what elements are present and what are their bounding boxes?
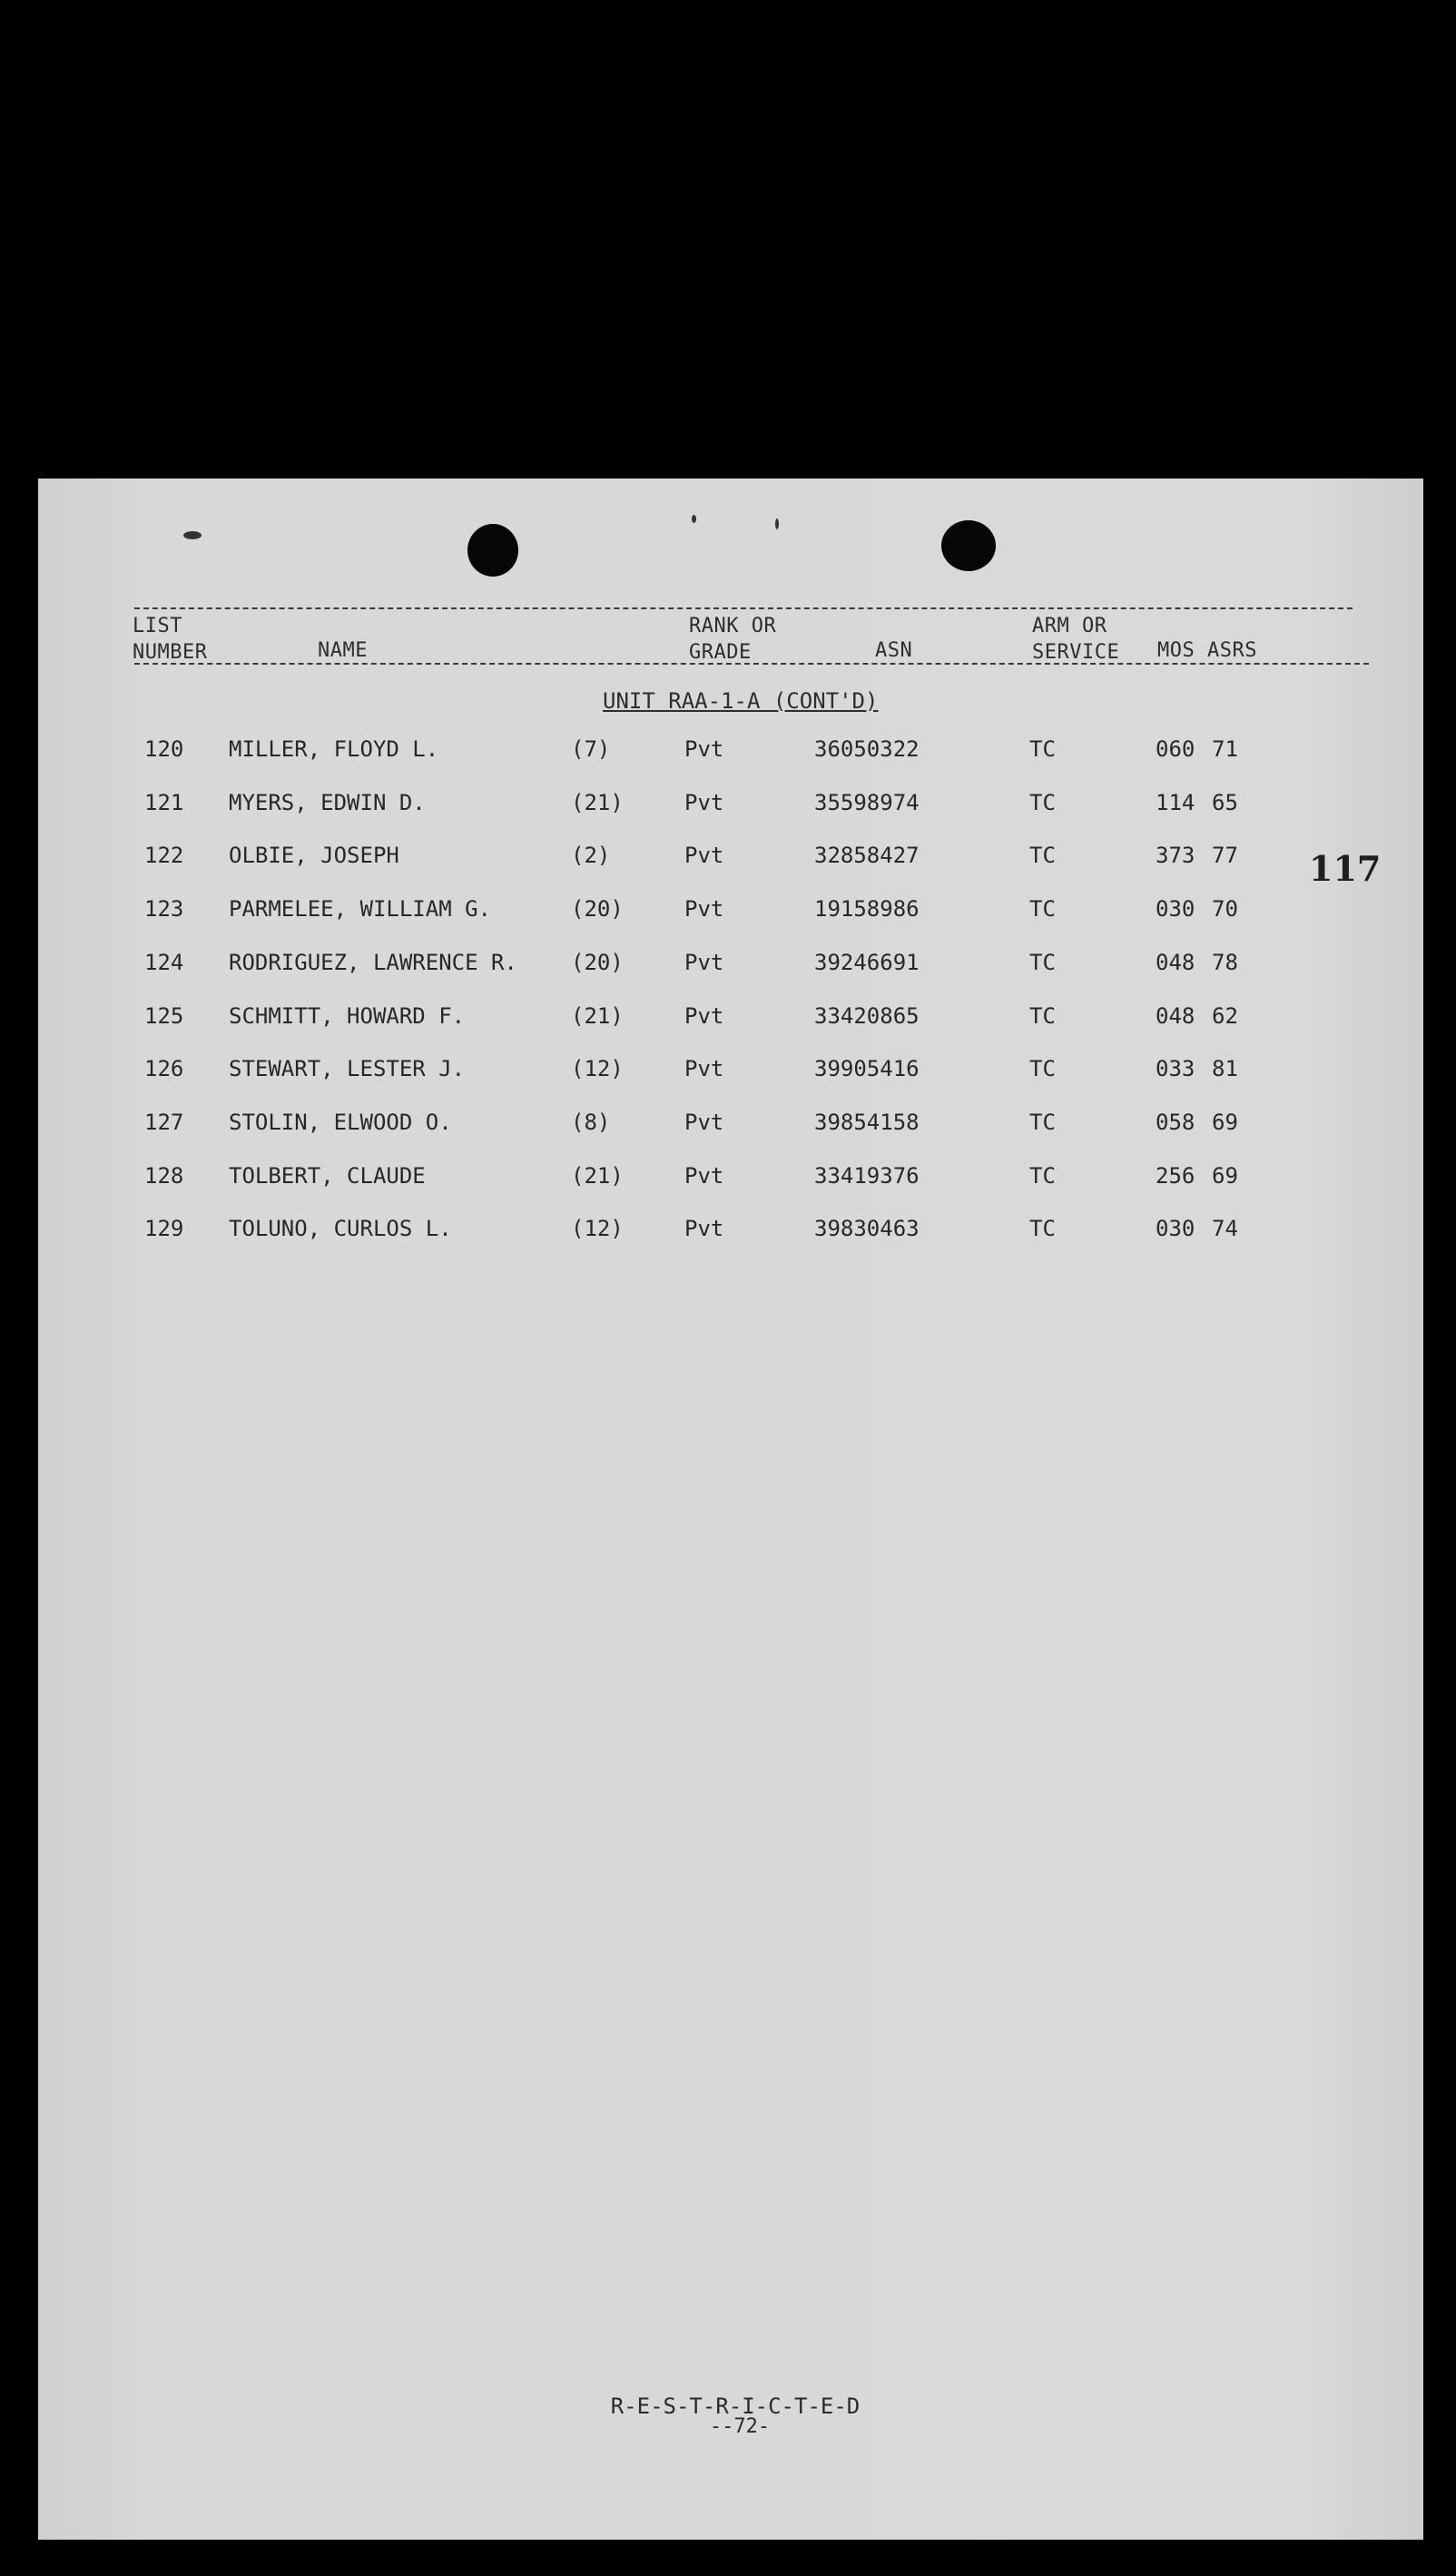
mos-cell: 060 <box>1156 736 1195 762</box>
arm-service-cell: TC <box>1029 1162 1056 1189</box>
punch-hole-right <box>941 520 996 571</box>
rank-cell: Pvt <box>684 1216 724 1242</box>
header-asn: ASN <box>875 639 913 662</box>
asrs-cell: 65 <box>1212 789 1238 815</box>
footer-classification: R-E-S-T-R-I-C-T-E-D <box>610 2393 861 2419</box>
punch-hole-left <box>467 524 518 577</box>
group-cell: (8) <box>571 1109 611 1135</box>
document-page <box>38 479 1423 2540</box>
name-cell: OLBIE, JOSEPH <box>229 843 399 869</box>
footer-page-number: --72- <box>709 2415 771 2438</box>
arm-service-cell: TC <box>1029 896 1056 923</box>
arm-service-cell: TC <box>1029 789 1056 815</box>
mos-cell: 030 <box>1156 1216 1195 1242</box>
asn-cell: 32858427 <box>814 843 920 869</box>
name-cell: SCHMITT, HOWARD F. <box>229 1002 466 1029</box>
group-cell: (7) <box>571 736 611 762</box>
asn-cell: 36050322 <box>814 736 920 762</box>
rank-cell: Pvt <box>684 1056 724 1082</box>
ink-speck <box>775 518 779 529</box>
table-row <box>38 1163 1423 1217</box>
asrs-cell: 74 <box>1212 1216 1238 1242</box>
group-cell: (21) <box>571 789 624 815</box>
table-row <box>38 1003 1423 1057</box>
group-cell: (12) <box>571 1216 624 1242</box>
asrs-cell: 78 <box>1212 949 1238 975</box>
rank-cell: Pvt <box>684 896 724 923</box>
rank-cell: Pvt <box>684 789 724 815</box>
group-cell: (21) <box>571 1002 624 1029</box>
group-cell: (20) <box>571 949 624 975</box>
asrs-cell: 62 <box>1212 1002 1238 1029</box>
list-number-cell: 129 <box>144 1216 184 1242</box>
ink-speck <box>692 515 696 523</box>
name-cell: STOLIN, ELWOOD O. <box>229 1109 452 1135</box>
asn-cell: 19158986 <box>814 896 920 923</box>
arm-service-cell: TC <box>1029 736 1056 762</box>
mos-cell: 048 <box>1156 1002 1195 1029</box>
asn-cell: 35598974 <box>814 789 920 815</box>
asrs-cell: 70 <box>1212 896 1238 923</box>
table-row <box>38 1110 1423 1163</box>
list-number-cell: 125 <box>144 1002 184 1029</box>
group-cell: (2) <box>571 843 611 869</box>
group-cell: (21) <box>571 1162 624 1189</box>
arm-service-cell: TC <box>1029 1109 1056 1135</box>
ink-speck <box>183 531 202 539</box>
asn-cell: 39905416 <box>814 1056 920 1082</box>
rank-cell: Pvt <box>684 1109 724 1135</box>
mos-cell: 033 <box>1156 1056 1195 1082</box>
table-row <box>38 1056 1423 1110</box>
asn-cell: 39830463 <box>814 1216 920 1242</box>
mos-cell: 114 <box>1156 789 1195 815</box>
arm-service-cell: TC <box>1029 949 1056 975</box>
rank-cell: Pvt <box>684 736 724 762</box>
table-row <box>38 843 1423 896</box>
arm-service-cell: TC <box>1029 1216 1056 1242</box>
list-number-cell: 123 <box>144 896 184 923</box>
mos-cell: 256 <box>1156 1162 1195 1189</box>
name-cell: STEWART, LESTER J. <box>229 1056 466 1082</box>
list-number-cell: 126 <box>144 1056 184 1082</box>
rank-cell: Pvt <box>684 1002 724 1029</box>
asn-cell: 39854158 <box>814 1109 920 1135</box>
arm-service-cell: TC <box>1029 1002 1056 1029</box>
rank-cell: Pvt <box>684 843 724 869</box>
table-row <box>38 736 1423 790</box>
header-bottom-rule <box>134 663 1369 665</box>
name-cell: MYERS, EDWIN D. <box>229 789 426 815</box>
asn-cell: 33420865 <box>814 1002 920 1029</box>
list-number-cell: 128 <box>144 1162 184 1189</box>
list-number-cell: 127 <box>144 1109 184 1135</box>
header-rank-or-grade: RANK OR GRADE <box>689 615 777 664</box>
arm-service-cell: TC <box>1029 843 1056 869</box>
group-cell: (20) <box>571 896 624 923</box>
list-number-cell: 124 <box>144 949 184 975</box>
name-cell: RODRIGUEZ, LAWRENCE R. <box>229 949 517 975</box>
name-cell: TOLUNO, CURLOS L. <box>229 1216 452 1242</box>
mos-cell: 048 <box>1156 949 1195 975</box>
name-cell: MILLER, FLOYD L. <box>229 736 439 762</box>
header-arm-or-service: ARM OR SERVICE <box>1032 615 1120 664</box>
list-number-cell: 122 <box>144 843 184 869</box>
group-cell: (12) <box>571 1056 624 1082</box>
arm-service-cell: TC <box>1029 1056 1056 1082</box>
table-row <box>38 896 1423 950</box>
asrs-cell: 69 <box>1212 1109 1238 1135</box>
mos-cell: 030 <box>1156 896 1195 923</box>
header-name: NAME <box>318 639 368 662</box>
table-row <box>38 1216 1423 1269</box>
asn-cell: 39246691 <box>814 949 920 975</box>
asrs-cell: 81 <box>1212 1056 1238 1082</box>
asrs-cell: 77 <box>1212 843 1238 869</box>
mos-cell: 058 <box>1156 1109 1195 1135</box>
mos-cell: 373 <box>1156 843 1195 869</box>
name-cell: TOLBERT, CLAUDE <box>229 1162 426 1189</box>
margin-page-number: 117 <box>1309 848 1382 889</box>
name-cell: PARMELEE, WILLIAM G. <box>229 896 491 923</box>
asn-cell: 33419376 <box>814 1162 920 1189</box>
header-mos-asrs: MOS ASRS <box>1157 639 1257 662</box>
asrs-cell: 69 <box>1212 1162 1238 1189</box>
table-row <box>38 950 1423 1003</box>
rank-cell: Pvt <box>684 949 724 975</box>
list-number-cell: 121 <box>144 789 184 815</box>
list-number-cell: 120 <box>144 736 184 762</box>
table-row <box>38 790 1423 844</box>
rank-cell: Pvt <box>684 1162 724 1189</box>
unit-title: UNIT RAA-1-A (CONT'D) <box>603 688 879 714</box>
header-top-rule <box>134 607 1353 609</box>
header-list-number: LIST NUMBER <box>133 615 208 664</box>
asrs-cell: 71 <box>1212 736 1238 762</box>
